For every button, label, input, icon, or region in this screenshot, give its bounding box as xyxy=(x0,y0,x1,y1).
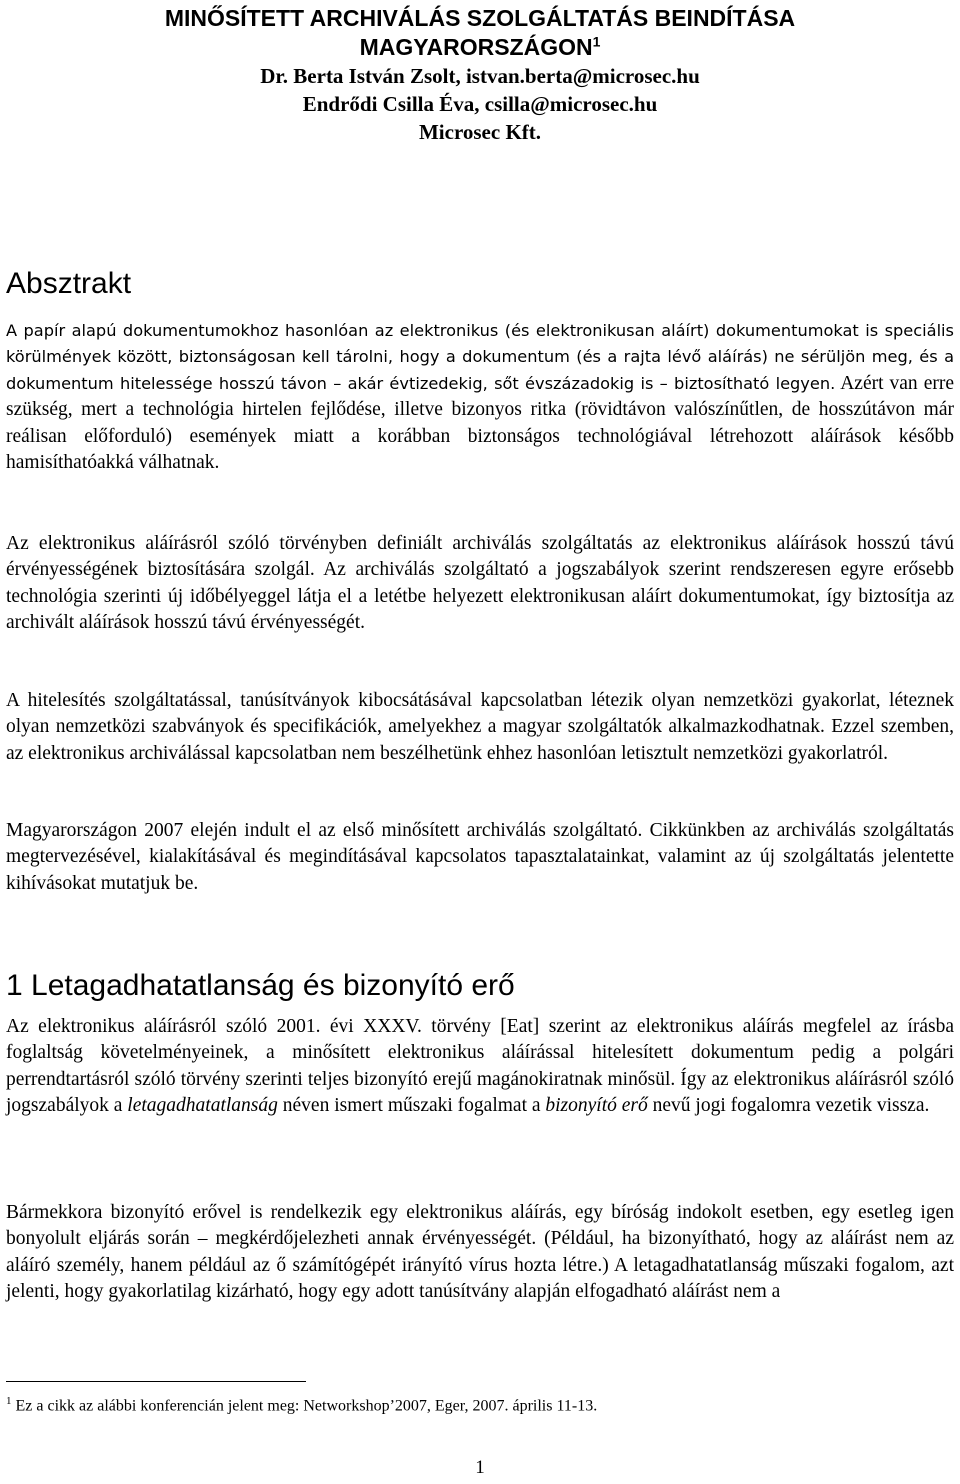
footnote-divider xyxy=(6,1381,306,1382)
abstract-heading: Absztrakt xyxy=(6,267,132,300)
author-2: Endrődi Csilla Éva, csilla@microsec.hu xyxy=(302,92,658,116)
abstract-paragraph-1 xyxy=(6,318,954,476)
section-1-heading: 1 Letagadhatatlanság és bizonyító erő xyxy=(6,969,515,1002)
section-1-text-a: Az elektronikus aláírásról szóló 2001. évi XXXV. törvény [Eat] szerint az elektronikus aláírás megfelel az írásba foglaltság követelményeinek, a minősített elektronikus aláírással hitelesített dokumentum pedig a polgári perrendtartásról szóló törvény szerinti teljes bizonyító erejű magánokiratnak minősül. Így az elektronikus aláírásról szóló jogszabályok a xyxy=(6,1016,954,1117)
paper-title-text: MAGYARORSZÁGON xyxy=(359,34,593,60)
title-block xyxy=(0,4,960,146)
paper-title-line-2 xyxy=(0,33,960,62)
footnote-text: Ez a cikk az alábbi konferencián jelent meg: Networkshop’2007, Eger, 2007. április 11-13. xyxy=(11,1397,598,1415)
affiliation: Microsec Kft. xyxy=(418,120,542,144)
term-bizonyito-ero: bizonyító erő xyxy=(545,1095,648,1117)
section-1-paragraph-2: Bármekkora bizonyító erővel is rendelkezik egy elektronikus aláírás, egy bíróság indokolt esetben, egy esetleg igen bonyolult eljárás során – megkérdőjelezheti annak érvényességét. (Például, ha bizonyítható, hogy az aláírást nem az aláíró személy, hanem például az ő számítógépét irányító vírus hozta létre.) A letagadhatatlanság műszaki fogalom, azt jelenti, hogy gyakorlatilag kizárható, hogy egy adott tanúsítvány alapján elfogadható aláírást nem a xyxy=(6,1202,954,1303)
page-number: 1 xyxy=(475,1457,485,1478)
abstract-paragraph-4: Magyarországon 2007 elején indult el az első minősített archiválás szolgáltató. Cikkünkben az archiválás szolgáltatás megtervezésével, kialakításával és megindításával kapcsolatos tapasztalatainkat, valamint az új szolgáltatás jelentette kihívásokat mutatjuk be. xyxy=(6,820,954,894)
section-1-text-b: néven ismert műszaki fogalmat a xyxy=(277,1095,546,1117)
paper-title-line-1: MINŐSÍTETT ARCHIVÁLÁS SZOLGÁLTATÁS BEINDÍTÁSA xyxy=(164,5,796,31)
abstract-paragraph-1-sans: A papír alapú dokumentumokhoz hasonlóan az elektronikus (és elektronikusan aláírt) dokumentumokat is speciális körülmények között, biztonságosan kell tárolni, hogy a dokumentum (és a rajta lévő aláírás) ne sérüljön meg, és a dokumentum hitelessége hosszú távon – akár évtizedekig, sőt évszázadokig is – biztosítható legyen. xyxy=(6,321,954,393)
title-footnote-mark: 1 xyxy=(592,33,601,50)
abstract-paragraph-1-rest: Azért van erre szükség, mert a technológia hirtelen fejlődése, illetve bizonyos ritka (rövidtávon valószínűtlen, de hosszútávon már reálisan előforduló) események miatt a korábban biztonságos technológiával létrehozott aláírások később hamisíthatóakká válhatnak. xyxy=(6,372,954,474)
section-1-text-c: nevű jogi fogalomra vezetik vissza. xyxy=(647,1095,930,1117)
section-1-paragraph-1 xyxy=(6,1014,954,1120)
abstract-paragraph-3: A hitelesítés szolgáltatással, tanúsítványok kibocsátásával kapcsolatban létezik olyan nemzetközi gyakorlat, léteznek olyan nemzetközi szabványok és specifikációk, amelyekhez a magyar szolgáltatók alkalmazkodhatnak. Ezzel szemben, az elektronikus archiválással kapcsolatban nem beszélhetünk ehhez hasonlóan letisztult nemzetközi gyakorlatról. xyxy=(6,690,954,764)
footnote-mark: 1 xyxy=(6,1395,12,1407)
author-1: Dr. Berta István Zsolt, istvan.berta@microsec.hu xyxy=(260,64,700,88)
term-letagadhatatlansag: letagadhatatlanság xyxy=(127,1095,278,1117)
abstract-paragraph-2: Az elektronikus aláírásról szóló törvényben definiált archiválás szolgáltatás az elektronikus aláírások hosszú távú érvényességének biztosítására szolgál. Az archiválás szolgáltató a jogszabályok szerint rendszeresen egyre erősebb technológia szerinti új időbélyeggel látja el a letétbe helyezett elektronikusan aláírt dokumentumokat, így biztosítja az archivált aláírások hosszú távú érvényességét. xyxy=(6,533,954,634)
footnote xyxy=(6,1390,954,1417)
